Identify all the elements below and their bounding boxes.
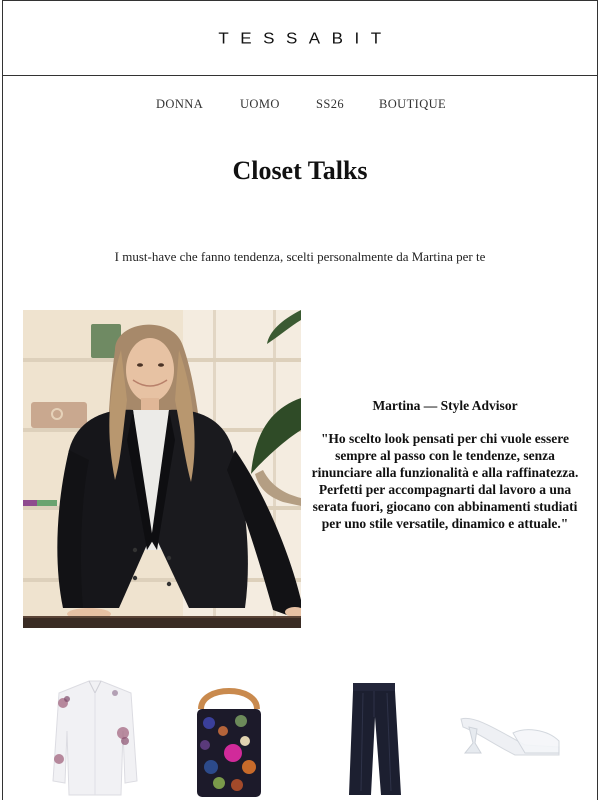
advisor-quote: "Ho scelto look pensati per chi vuole essere sempre al passo con le tendenze, senza rinunciare alla funzionalità e alla raffinatezza. Perfetti per accompagnarti dal lavoro a una serata fuori, giocano con abbinamenti studiati per uno stile versatile, dinamico e attuale.": [311, 431, 579, 532]
nav-item-uomo[interactable]: UOMO: [240, 97, 280, 111]
tessabit-logo[interactable]: TESSABIT: [218, 29, 393, 48]
email-frame: [2, 0, 598, 800]
advisor-photo: [23, 310, 301, 628]
advisor-name: Martina — Style Advisor: [372, 398, 518, 413]
white-shirt-image: [45, 671, 145, 800]
product-row: [3, 671, 597, 800]
advisor-photo-illustration: [23, 310, 301, 628]
clear-mule-image: [455, 671, 565, 800]
nav-item-boutique[interactable]: BOUTIQUE: [379, 97, 447, 111]
sequin-bag-image: [189, 671, 269, 800]
nav-item-ss26[interactable]: SS26: [316, 97, 345, 111]
product-card-mule[interactable]: [455, 671, 565, 800]
page-subtitle: I must-have che fanno tendenza, scelti personalmente da Martina per te: [114, 249, 486, 264]
product-card-shirt[interactable]: [45, 671, 145, 800]
advisor-block: [311, 397, 579, 533]
page-title: Closet Talks: [232, 156, 368, 185]
product-card-trousers[interactable]: [339, 671, 409, 800]
header: [3, 1, 597, 76]
product-card-bag[interactable]: [189, 671, 269, 800]
navy-trousers-image: [339, 671, 409, 800]
nav-item-donna[interactable]: DONNA: [156, 97, 204, 111]
